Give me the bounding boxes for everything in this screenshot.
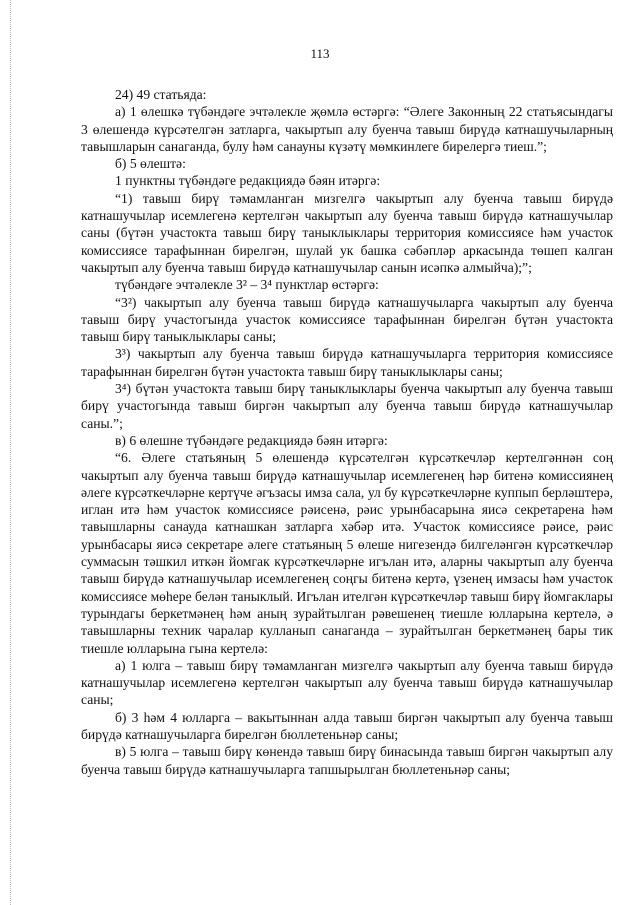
margin-dotted-line: [10, 0, 11, 905]
paragraph: “6. Әлеге статьяның 5 өлешендә күрсәтелгән күрсәткечләр кертелгәннән соң чакыртып алу буенча тавыш бирүдә катнашучылар исемлегенең һәр битенә комиссиянең әлеге күрсәткечләрне кертүче әгъзасы имза сала, ул бу күрсәткечләрне куппып берләштерә, иглан итә һәм участок комиссиясе рәисенә, рәис урынбасарына яисә секретарена һәм тавышларны санауда катнашкан затларга хәбәр итә. Участок комиссиясе рәисе, рәис урынбасары яисә секретаре әлеге статьяның 5 өлеше нигезендә билгеләнгән күрсәткечләр суммасын тәшкил иткән йомгак күрсәткечләрне игълан итә, аларны чакыртып алу буенча тавыш бирүдә катнашучылар исемлегенең соңгы битенә кертә, үзенең имзасы һәм участок комиссиясе мөһере белән таныклый. Игълан ителгән күрсәткечләр тавыш бирү йомгаклары турындагы беркетмәнең һәм аның зурайтылган рәвешенең тиешле юлларына кертелә, ә тавышларны техник чаралар кулланып санаганда – зурайтылган беркетмәнең бары тик тиешле юлларына гына кертелә:: [81, 450, 613, 656]
paragraph: в) 6 өлешне түбәндәге редакциядә бәян итәргә:: [115, 432, 388, 448]
paragraph: б) 3 һәм 4 юлларга – вакытыннан алда тавыш биргән чакыртып алу буенча тавыш бирүдә катнашучыларга бирелгән бюллетеньнәр саны;: [81, 709, 613, 742]
page-number: 113: [310, 46, 330, 61]
paragraph: 3⁴) бүтән участокта тавыш бирү таныклыклары буенча чакыртып алу буенча тавыш бирү участогында тавыш биргән чакыртып алу буенча тавыш бирүдә катнашучылар саны.”;: [81, 381, 613, 431]
paragraph: а) 1 өлешкә түбәндәге эчтәлекле җөмлә өстәргә: “Әлеге Законның 22 статьясындагы 3 өлешендә күрсәтелгән затларга, чакыртып алу буенча тавыш бирүдә катнашучыларның тавышларын санаганда, булу һәм санауны күзәтү мөмкинлеге бирелергә тиеш.”;: [81, 104, 613, 154]
document-body: [81, 86, 613, 778]
paragraph: в) 5 юлга – тавыш бирү көнендә тавыш бирү бинасында тавыш биргән чакыртып алу буенча тавыш бирүдә катнашучыларга тапшырылган бюллетеньнәр саны;: [81, 744, 613, 777]
paragraph: 24) 49 статьяда:: [115, 87, 207, 102]
paragraph: “3²) чакыртып алу буенча тавыш бирүдә катнашучыларга чакыртып алу буенча тавыш бирү участогында участок комиссиясе тарафыннан бирелгән бүтән участокта тавыш бирү таныклыклары саны;: [81, 294, 613, 345]
paragraph: б) 5 өлештә:: [115, 156, 186, 172]
paragraph: 1 пунктны түбәндәге редакциядә бәян итәргә:: [115, 173, 381, 189]
paragraph: 3³) чакыртып алу буенча тавыш бирүдә катнашучыларга территория комиссиясе тарафыннан бирелгән бүтән участокта тавыш бирү таныклыклары саны;: [81, 346, 613, 379]
paragraph: а) 1 юлга – тавыш бирү тәмамланган мизгелгә чакыртып алу буенча тавыш бирүдә катнашучылар исемлегенә кертелгән чакыртып алу буенча тавыш бирүдә катнашучылар саны;: [81, 657, 613, 708]
paragraph: түбәндәге эчтәлекле 3² – 3⁴ пунктлар өстәргә:: [115, 277, 379, 293]
paragraph: “1) тавыш бирү тәмамланган мизгелгә чакыртып алу буенча тавыш бирүдә катнашучылар исемлегенә кертелгән чакыртып алу буенча тавыш бирүдә катнашучылар саны (бүтән участокта тавыш бирү таныклыклары территория комиссиясе һәм участок комиссиясе тарафыннан бирелгән, шулай ук башка сәбәпләр аркасында төшеп калган чакыртып алу буенча тавыш бирүдә катнашучылар санын исәпкә алмыйча);”;: [81, 190, 613, 275]
